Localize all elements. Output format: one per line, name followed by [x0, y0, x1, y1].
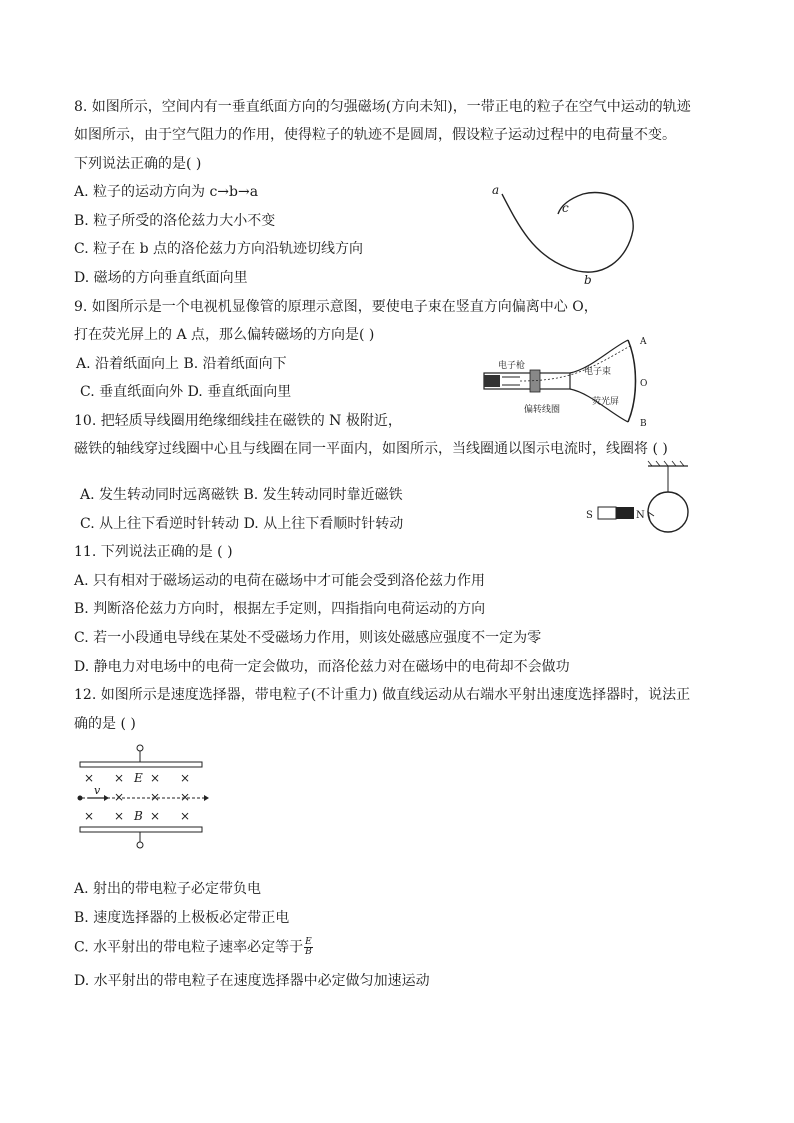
- q8-option-d: D. 磁场的方向垂直纸面向里: [74, 270, 248, 286]
- q8-trajectory-figure: [488, 180, 648, 290]
- q12-cross: ×: [150, 771, 161, 785]
- q12-label-v: v: [94, 784, 101, 797]
- q8-label-a: a: [492, 183, 500, 197]
- q12-option-c: C. 水平射出的带电粒子速率必定等于: [74, 939, 304, 956]
- q8-option-c: C. 粒子在 b 点的洛伦兹力方向沿轨迹切线方向: [74, 241, 363, 257]
- q8-label-c: c: [562, 201, 569, 215]
- q8-stem-line-2: 如图所示，由于空气阻力的作用，使得粒子的轨迹不是圆周，假设粒子运动过程中的电荷量不变。: [74, 127, 676, 143]
- q9-label-coil: 偏转线圈: [524, 405, 561, 415]
- q12-velocity-selector-figure: [74, 744, 214, 850]
- q8-option-a: A. 粒子的运动方向为 c→b→a: [74, 184, 259, 200]
- q11-option-b: B. 判断洛伦兹力方向时，根据左手定则，四指指向电荷运动的方向: [74, 601, 486, 617]
- q12-label-B: B: [134, 809, 143, 823]
- q9-label-B: B: [640, 419, 647, 429]
- q12-option-d: D. 水平射出的带电粒子在速度选择器中必定做匀加速运动: [74, 973, 430, 989]
- q10-stem-line-2: 磁铁的轴线穿过线圈中心且与线圈在同一平面内，如图所示，当线圈通以图示电流时，线圈将 ( ): [74, 441, 668, 457]
- q9-options-row-1: A. 沿着纸面向上 B. 沿着纸面向下: [76, 356, 287, 372]
- q12-cross: ×: [180, 771, 191, 785]
- q12-cross: ×: [114, 790, 125, 804]
- q9-label-O: O: [640, 379, 648, 389]
- q11-stem: 11. 下列说法正确的是 ( ): [74, 544, 233, 560]
- q12-fraction: [304, 938, 313, 957]
- q10-magnet-coil-figure: [584, 460, 694, 536]
- q10-label-S: S: [586, 510, 593, 521]
- q9-stem-line-1: 9. 如图所示是一个电视机显像管的原理示意图，要使电子束在竖直方向偏离中心 O，: [74, 299, 598, 315]
- q12-fraction-denominator: B: [305, 947, 312, 957]
- q11-option-d: D. 静电力对电场中的电荷一定会做功，而洛伦兹力对在磁场中的电荷却不会做功: [74, 659, 570, 675]
- q12-option-b: B. 速度选择器的上极板必定带正电: [74, 910, 290, 926]
- q8-stem-line-3: 下列说法正确的是( ): [74, 156, 202, 172]
- q9-crt-figure: [480, 334, 660, 430]
- q12-stem-line-2: 确的是 ( ): [74, 716, 136, 732]
- q12-stem-line-1: 12. 如图所示是速度选择器，带电粒子(不计重力) 做直线运动从右端水平射出速度选择器时，说法正: [74, 687, 691, 703]
- q10-stem-line-1: 10. 把轻质导线圈用绝缘细线挂在磁铁的 N 极附近，: [74, 413, 402, 429]
- q12-option-c-line: [74, 938, 313, 957]
- q12-label-E: E: [134, 771, 143, 785]
- q10-label-N: N: [636, 510, 645, 521]
- q12-fraction-numerator: E: [305, 937, 312, 947]
- q9-options-row-2: C. 垂直纸面向外 D. 垂直纸面向里: [80, 384, 292, 400]
- q9-label-A: A: [640, 337, 647, 347]
- q12-cross: ×: [150, 790, 161, 804]
- q12-cross: ×: [114, 771, 125, 785]
- q10-options-row-2: C. 从上往下看逆时针转动 D. 从上往下看顺时针转动: [80, 516, 404, 532]
- q9-label-screen: 荧光屏: [592, 397, 620, 407]
- q11-option-c: C. 若一小段通电导线在某处不受磁场力作用，则该处磁感应强度不一定为零: [74, 630, 542, 646]
- q9-label-beam: 电子束: [584, 367, 612, 377]
- q10-options-row-1: A. 发生转动同时远离磁铁 B. 发生转动同时靠近磁铁: [80, 487, 403, 503]
- q12-cross: ×: [114, 809, 125, 823]
- q12-cross: ×: [150, 809, 161, 823]
- q8-option-b: B. 粒子所受的洛伦兹力大小不变: [74, 213, 276, 229]
- q12-cross: ×: [180, 809, 191, 823]
- q8-label-b: b: [584, 273, 592, 287]
- q11-option-a: A. 只有相对于磁场运动的电荷在磁场中才可能会受到洛伦兹力作用: [74, 573, 486, 589]
- q12-option-a: A. 射出的带电粒子必定带负电: [74, 881, 262, 897]
- q12-cross: ×: [84, 809, 95, 823]
- q12-cross: ×: [84, 771, 95, 785]
- q9-label-gun: 电子枪: [498, 361, 526, 371]
- q12-cross: ×: [180, 790, 191, 804]
- q9-stem-line-2: 打在荧光屏上的 A 点，那么偏转磁场的方向是( ): [74, 327, 375, 343]
- q8-stem-line-1: 8. 如图所示，空间内有一垂直纸面方向的匀强磁场(方向未知)，一带正电的粒子在空气中运动的轨迹: [74, 99, 691, 115]
